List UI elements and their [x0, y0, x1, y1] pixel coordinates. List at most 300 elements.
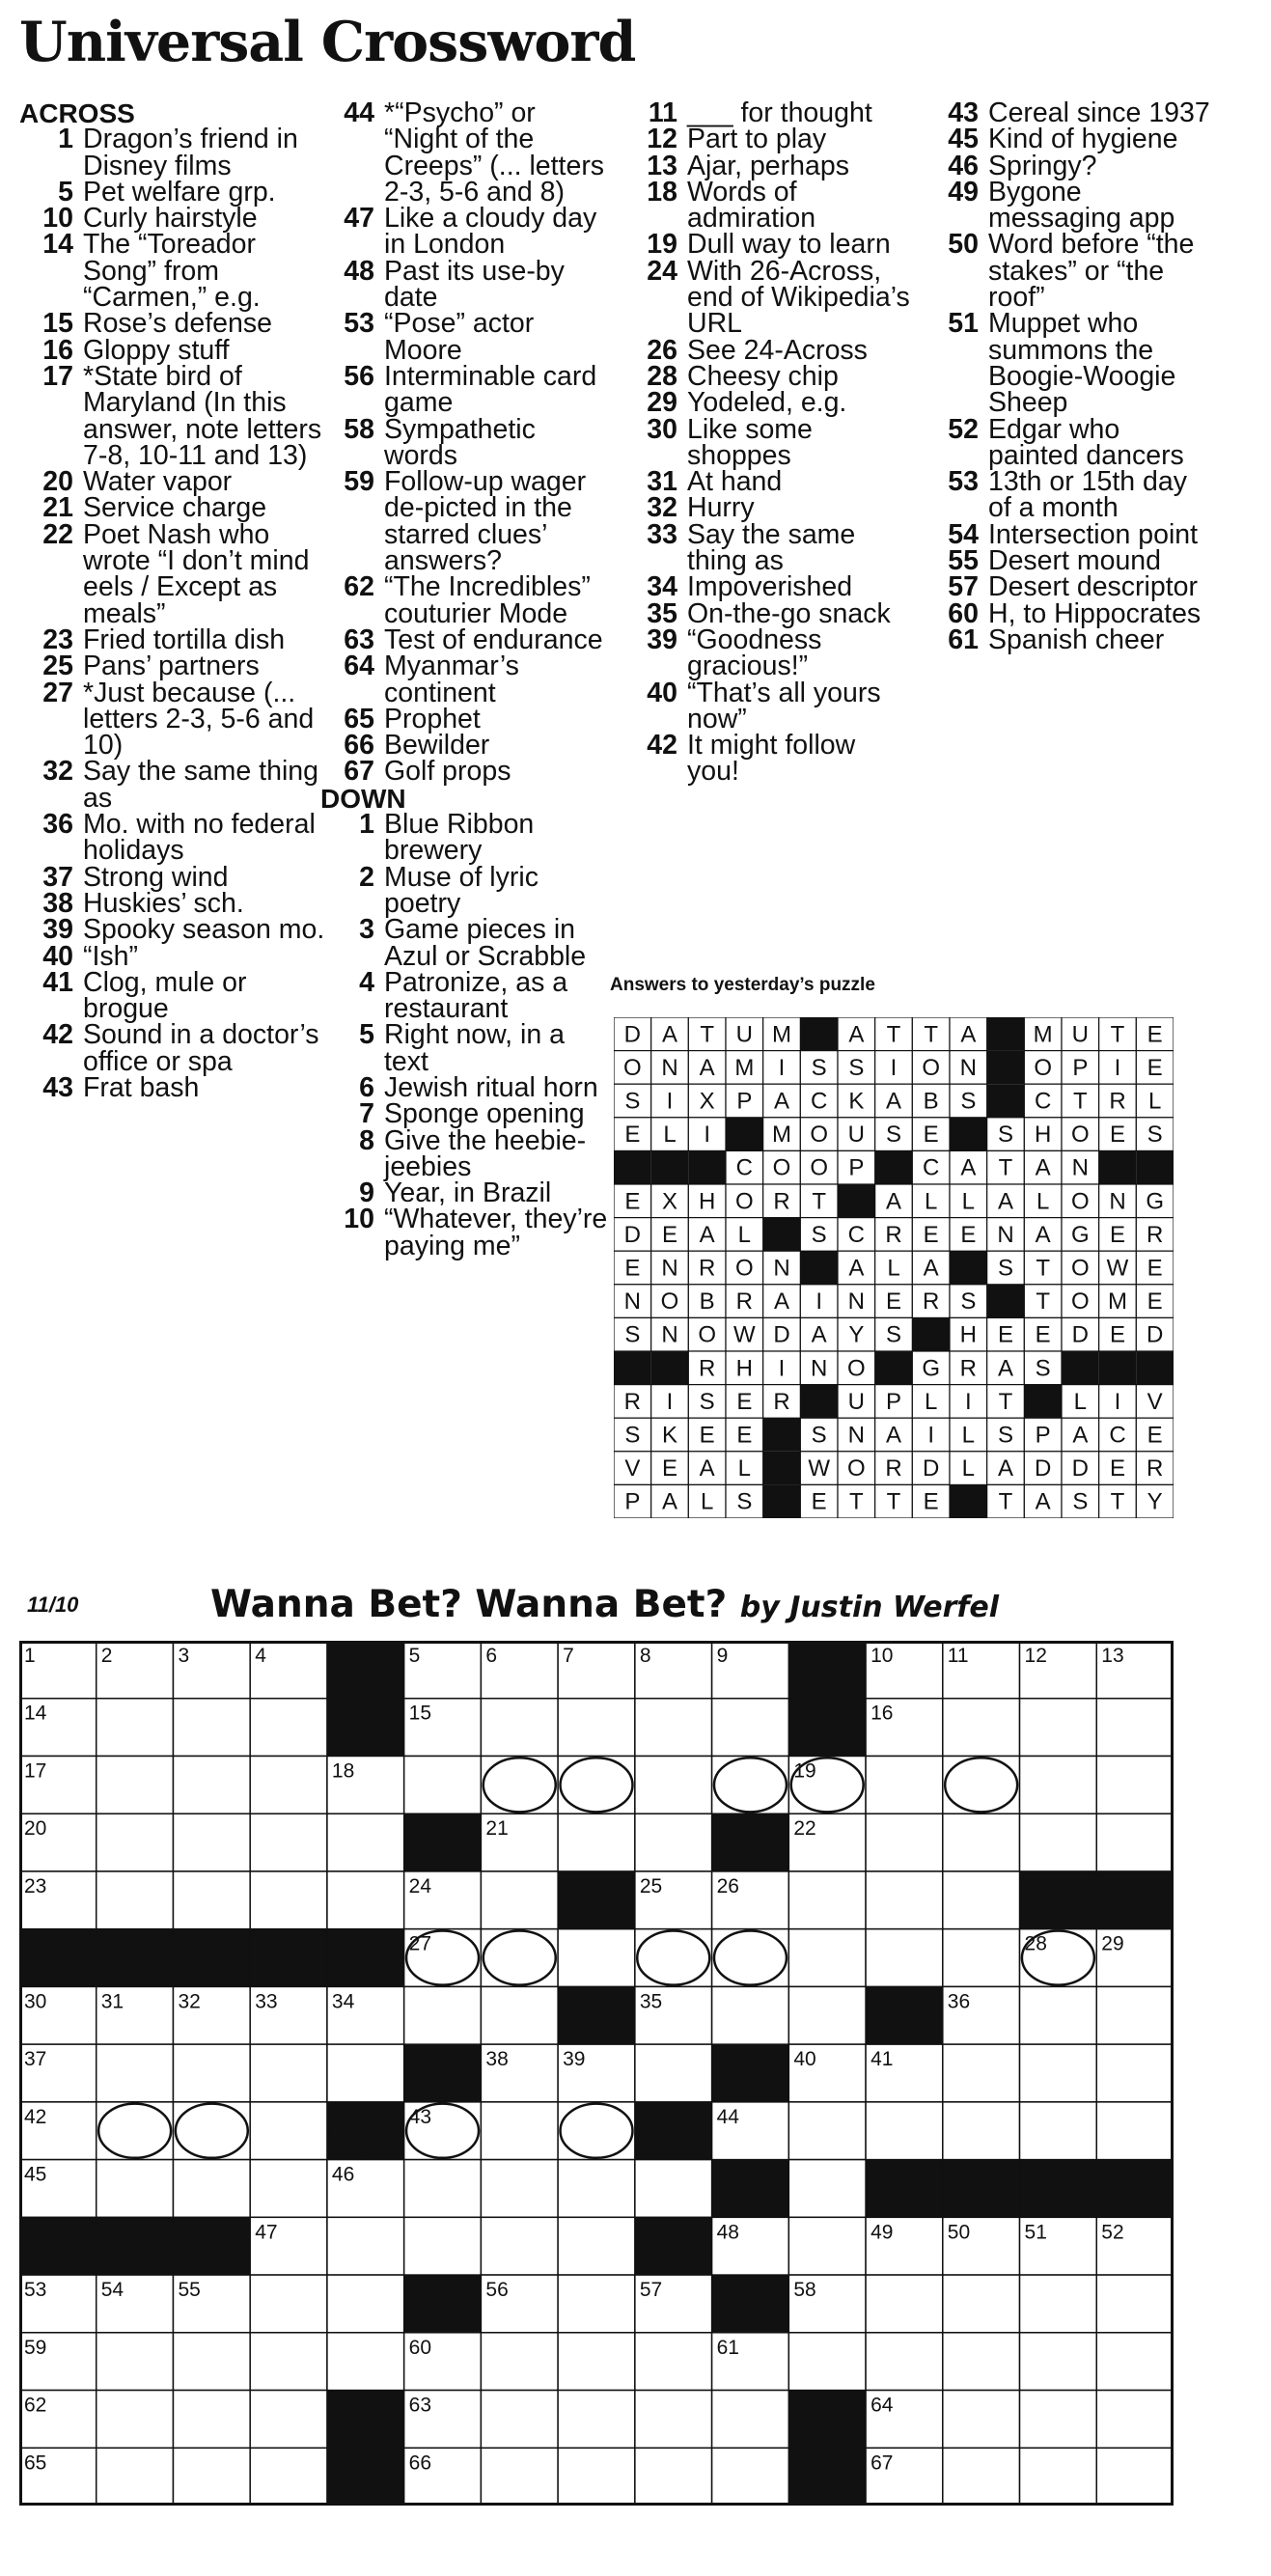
grid-cell[interactable]: [97, 1699, 174, 1757]
grid-cell[interactable]: [250, 1756, 327, 1814]
black-square: [987, 1285, 1025, 1318]
answer-letter: E: [1147, 1422, 1163, 1449]
grid-cell[interactable]: [943, 1929, 1020, 1987]
grid-cell[interactable]: [866, 1814, 943, 1871]
grid-cell[interactable]: [250, 2275, 327, 2333]
answer-letter: A: [699, 1455, 715, 1482]
cell-number: 64: [870, 2394, 894, 2417]
grid-cell[interactable]: [788, 1986, 866, 2044]
grid-cell[interactable]: [788, 1871, 866, 1929]
clue: [623, 413, 913, 471]
grid-cell[interactable]: [558, 1929, 635, 1987]
answer-letter: L: [700, 1488, 714, 1515]
page-title: Universal Crossword: [19, 10, 636, 74]
grid-cell[interactable]: [1020, 1756, 1097, 1814]
grid-cell[interactable]: [173, 2160, 250, 2218]
answer-letter: E: [1109, 1455, 1126, 1482]
cell-number: 2: [100, 1645, 113, 1667]
black-square: [950, 1118, 987, 1151]
grid-cell[interactable]: [558, 2333, 635, 2391]
grid-cell[interactable]: [404, 2217, 482, 2275]
black-square: [866, 1986, 943, 2044]
answer-letter: L: [961, 1188, 976, 1215]
grid-cell[interactable]: [173, 2448, 250, 2506]
answer-letter: A: [885, 1422, 902, 1449]
clue-number: 17: [42, 360, 73, 392]
answer-letter: S: [811, 1422, 827, 1449]
grid-cell[interactable]: [481, 1929, 558, 1987]
grid-cell[interactable]: [788, 2102, 866, 2160]
black-square: [1099, 1150, 1137, 1184]
clue: [320, 914, 610, 972]
cell-number: 59: [24, 2336, 47, 2359]
grid-cell[interactable]: [97, 1756, 174, 1814]
black-square: [800, 1385, 838, 1419]
grid-cell[interactable]: [712, 2448, 789, 2506]
cell-number: 10: [870, 1645, 894, 1667]
grid-cell[interactable]: [481, 2391, 558, 2449]
grid-cell[interactable]: [173, 1814, 250, 1871]
clue: [320, 255, 610, 314]
clue-number: 48: [344, 255, 374, 287]
clue-number: 13: [647, 150, 677, 181]
clue-text: Ajar, perhaps: [687, 150, 849, 181]
clue-text: Say the same thing as: [83, 756, 318, 814]
grid-cell[interactable]: [250, 2102, 327, 2160]
answer-letter: O: [734, 1255, 754, 1282]
cell-number: 27: [408, 1932, 432, 1955]
grid-cell[interactable]: [327, 2217, 404, 2275]
grid-cell[interactable]: [788, 1929, 866, 1987]
clue: [320, 1206, 610, 1260]
grid-cell[interactable]: [943, 2102, 1020, 2160]
answer-letter: I: [778, 1355, 786, 1382]
answer-letter: I: [1114, 1054, 1121, 1081]
answer-letter: A: [1035, 1154, 1051, 1181]
answer-letter: E: [1147, 1255, 1163, 1282]
clue: [19, 176, 328, 208]
clue-number: 4: [359, 966, 374, 998]
black-square: [763, 1484, 801, 1518]
grid-cell[interactable]: [943, 2391, 1020, 2449]
grid-cell[interactable]: [1020, 2044, 1097, 2102]
clue: [320, 756, 610, 788]
answer-letter: N: [997, 1221, 1014, 1248]
grid-cell[interactable]: [481, 2333, 558, 2391]
answer-letter: B: [923, 1088, 939, 1115]
answer-letter: P: [1072, 1054, 1089, 1081]
grid-cell[interactable]: [558, 2275, 635, 2333]
clue-column-1: [19, 100, 328, 1101]
answer-letter: S: [960, 1088, 977, 1115]
grid-cell[interactable]: [1020, 1814, 1097, 1871]
clue-number: 39: [647, 623, 677, 655]
answer-letter: T: [998, 1488, 1013, 1515]
answer-letter: S: [624, 1088, 641, 1115]
answer-letter: O: [922, 1054, 941, 1081]
cell-number: 12: [1024, 1645, 1047, 1667]
grid-cell[interactable]: [404, 1986, 482, 2044]
clue-text: Water vapor: [83, 466, 233, 498]
grid-cell[interactable]: [1096, 2448, 1174, 2506]
clue-text: Kind of hygiene: [988, 124, 1178, 155]
answer-letter: O: [1070, 1255, 1090, 1282]
grid-cell[interactable]: [1096, 2275, 1174, 2333]
cell-number: 29: [1101, 1932, 1124, 1955]
clue: [623, 518, 913, 577]
clue-number: 11: [648, 97, 677, 128]
clue: [19, 360, 328, 471]
cell-number: 16: [870, 1702, 894, 1725]
clue-number: 63: [344, 623, 374, 655]
grid-cell[interactable]: [635, 2333, 712, 2391]
grid-cell[interactable]: [1020, 2102, 1097, 2160]
puzzle-date: 11/10: [27, 1593, 79, 1617]
grid-cell[interactable]: [558, 2391, 635, 2449]
answer-letter: H: [735, 1355, 754, 1382]
answer-letter: M: [772, 1122, 791, 1149]
answer-letter: O: [1070, 1288, 1090, 1316]
clue-text: Follow-up wager de-picted in the starred clues’ answers?: [384, 466, 587, 577]
clue: [925, 413, 1214, 471]
clue: [320, 1124, 610, 1182]
answer-letter: L: [924, 1188, 938, 1215]
grid-cell[interactable]: [327, 2044, 404, 2102]
grid-cell[interactable]: [635, 1814, 712, 1871]
grid-cell[interactable]: [558, 2217, 635, 2275]
grid-cell[interactable]: [481, 1756, 558, 1814]
black-square: [327, 2391, 404, 2449]
cell-number: 23: [24, 1874, 47, 1897]
black-square: [327, 1699, 404, 1757]
black-square: [327, 2102, 404, 2160]
answer-letter: A: [699, 1221, 715, 1248]
black-square: [1136, 1150, 1174, 1184]
answer-letter: L: [663, 1122, 677, 1149]
grid-cell[interactable]: [481, 2102, 558, 2160]
answer-letter: N: [623, 1288, 642, 1316]
clue: [623, 97, 913, 128]
grid-cell[interactable]: [404, 1756, 482, 1814]
grid-cell[interactable]: [712, 2391, 789, 2449]
answer-letter: R: [1146, 1221, 1164, 1248]
grid-cell[interactable]: [943, 1871, 1020, 1929]
cell-number: 11: [947, 1645, 969, 1667]
grid-cell[interactable]: [1096, 1699, 1174, 1757]
answer-letter: S: [885, 1321, 902, 1348]
grid-cell[interactable]: [250, 1871, 327, 1929]
grid-cell[interactable]: [173, 2391, 250, 2449]
grid-cell[interactable]: [97, 2102, 174, 2160]
grid-cell[interactable]: [1096, 2102, 1174, 2160]
answer-letter: L: [737, 1221, 752, 1248]
cell-number: 31: [100, 1990, 124, 2013]
black-square: [688, 1150, 726, 1184]
clue: [320, 703, 610, 734]
answer-letter: E: [1109, 1122, 1126, 1149]
clue-text: “Whatever, they’re paying me”: [384, 1204, 608, 1261]
answer-letter: P: [885, 1388, 902, 1415]
answer-letter: W: [808, 1455, 830, 1482]
answer-letter: C: [1109, 1422, 1126, 1449]
grid-cell[interactable]: [558, 2160, 635, 2218]
black-square: [763, 1452, 801, 1485]
grid-cell[interactable]: [635, 2391, 712, 2449]
black-square: [875, 1150, 913, 1184]
clue-text: Clog, mule or brogue: [83, 966, 247, 1025]
answer-letter: I: [927, 1422, 935, 1449]
grid-cell[interactable]: [635, 1929, 712, 1987]
clue-text: ___ for thought: [687, 97, 872, 128]
black-square: [250, 1929, 327, 1987]
clue-text: Blue Ribbon brewery: [384, 809, 535, 867]
grid-cell[interactable]: [250, 2044, 327, 2102]
answer-letter: X: [661, 1188, 678, 1215]
black-square: [635, 2217, 712, 2275]
grid-cell[interactable]: [250, 1814, 327, 1871]
grid-cell[interactable]: [481, 1986, 558, 2044]
grid-cell[interactable]: [1096, 1756, 1174, 1814]
black-square: [404, 1814, 482, 1871]
grid-cell[interactable]: [97, 2044, 174, 2102]
grid-cell[interactable]: [943, 1756, 1020, 1814]
grid-cell[interactable]: [97, 1814, 174, 1871]
clue-number: 24: [647, 255, 677, 287]
answer-letter: X: [699, 1088, 715, 1115]
grid-cell[interactable]: [1020, 2333, 1097, 2391]
clue: [19, 334, 328, 366]
answer-letter: B: [699, 1288, 715, 1316]
grid-cell[interactable]: [712, 1929, 789, 1987]
grid-cell[interactable]: [788, 2333, 866, 2391]
grid-cell[interactable]: [943, 2275, 1020, 2333]
cell-number: 52: [1101, 2221, 1124, 2244]
clue: [320, 203, 610, 261]
clue: [623, 255, 913, 340]
clue-text: Impoverished: [687, 571, 853, 603]
answer-letter: N: [810, 1355, 828, 1382]
grid-cell[interactable]: [173, 1756, 250, 1814]
clue-number: 15: [42, 308, 73, 340]
clue-number: 7: [359, 1098, 374, 1130]
grid-cell[interactable]: [635, 2160, 712, 2218]
grid-cell[interactable]: [866, 2275, 943, 2333]
grid-cell[interactable]: [635, 1756, 712, 1814]
answer-letter: S: [624, 1422, 641, 1449]
grid-cell[interactable]: [788, 2217, 866, 2275]
grid-cell[interactable]: [558, 2102, 635, 2160]
grid-cell[interactable]: [1020, 2275, 1097, 2333]
answer-letter: H: [698, 1188, 716, 1215]
grid-cell[interactable]: [943, 1814, 1020, 1871]
cell-number: 6: [485, 1645, 498, 1667]
grid-cell[interactable]: [250, 2333, 327, 2391]
grid-cell[interactable]: [943, 2044, 1020, 2102]
yesterday-answer-grid: [614, 1017, 1174, 1518]
answer-letter: A: [997, 1455, 1014, 1482]
grid-cell[interactable]: [327, 2275, 404, 2333]
grid-cell[interactable]: [173, 2102, 250, 2160]
cell-number: 7: [563, 1645, 574, 1667]
clue-number: 27: [42, 677, 73, 708]
clue-number: 47: [344, 203, 374, 235]
grid-cell[interactable]: [635, 2044, 712, 2102]
clue: [320, 413, 610, 471]
grid-cell[interactable]: [558, 2448, 635, 2506]
clue-number: 10: [344, 1204, 374, 1235]
clue-text: Word before “the stakes” or “the roof”: [988, 229, 1195, 314]
answer-letter: M: [1033, 1021, 1053, 1048]
clue-text: Curly hairstyle: [83, 203, 258, 235]
answer-letter: A: [661, 1021, 678, 1048]
clue-text: Huskies’ sch.: [83, 887, 244, 919]
answer-letter: D: [773, 1321, 790, 1348]
clue-number: 61: [948, 623, 979, 655]
grid-cell[interactable]: [1096, 2044, 1174, 2102]
grid-cell[interactable]: [866, 2333, 943, 2391]
answer-letter: S: [885, 1122, 902, 1149]
answer-letter: N: [847, 1422, 866, 1449]
clue-text: The “Toreador Song” from “Carmen,” e.g.: [83, 229, 261, 314]
grid-cell[interactable]: [943, 2333, 1020, 2391]
grid-cell[interactable]: [788, 2160, 866, 2218]
answer-letter: L: [924, 1388, 938, 1415]
clue: [19, 966, 328, 1025]
grid-cell[interactable]: [404, 2160, 482, 2218]
answer-letter: A: [960, 1021, 977, 1048]
grid-cell[interactable]: [250, 2391, 327, 2449]
clue-column-4: [925, 97, 1214, 655]
answer-letter: O: [772, 1154, 791, 1181]
grid-cell[interactable]: [97, 2333, 174, 2391]
grid-cell[interactable]: [635, 1699, 712, 1757]
grid-cell[interactable]: [173, 1699, 250, 1757]
grid-cell[interactable]: [250, 2160, 327, 2218]
clue-text: With 26-Across, end of Wikipedia’s URL: [687, 255, 910, 340]
answer-letter: S: [1072, 1488, 1089, 1515]
answer-letter: E: [923, 1221, 939, 1248]
grid-cell[interactable]: [1096, 1986, 1174, 2044]
clue: [623, 677, 913, 734]
black-square: [788, 1641, 866, 1699]
answer-letter: D: [1146, 1321, 1164, 1348]
grid-cell[interactable]: [866, 1929, 943, 1987]
answer-letter: E: [1035, 1321, 1051, 1348]
cell-number: 60: [408, 2336, 432, 2359]
answer-letter: A: [1072, 1422, 1089, 1449]
grid-cell[interactable]: [866, 1756, 943, 1814]
cell-number: 40: [793, 2048, 816, 2071]
black-square: [19, 2217, 97, 2275]
crossword-grid[interactable]: [19, 1641, 1174, 2506]
clue: [925, 466, 1214, 524]
clue-number: 26: [647, 334, 677, 366]
grid-cell[interactable]: [1020, 2448, 1097, 2506]
grid-cell[interactable]: [481, 2448, 558, 2506]
clue: [623, 360, 913, 392]
cell-number: 26: [716, 1874, 739, 1897]
answer-letter: T: [1036, 1288, 1051, 1316]
clue-section-heading: DOWN: [320, 783, 406, 814]
grid-cell[interactable]: [173, 2044, 250, 2102]
grid-cell[interactable]: [558, 1756, 635, 1814]
grid-cell[interactable]: [481, 1871, 558, 1929]
clue: [19, 1071, 328, 1103]
grid-cell[interactable]: [327, 1871, 404, 1929]
clue: [19, 126, 328, 180]
grid-cell[interactable]: [481, 2160, 558, 2218]
black-square: [800, 1017, 838, 1051]
answer-letter: P: [736, 1088, 753, 1115]
answer-letter: N: [661, 1054, 678, 1081]
grid-cell[interactable]: [173, 2333, 250, 2391]
grid-cell[interactable]: [712, 1756, 789, 1814]
clue-text: Patronize, as a restaurant: [384, 966, 568, 1025]
grid-cell[interactable]: [1096, 2391, 1174, 2449]
grid-cell[interactable]: [1096, 2333, 1174, 2391]
clue: [320, 466, 610, 577]
grid-cell[interactable]: [327, 2333, 404, 2391]
clue: [320, 571, 610, 629]
grid-cell[interactable]: [173, 1871, 250, 1929]
grid-cell[interactable]: [97, 1871, 174, 1929]
clue: [925, 150, 1214, 181]
grid-cell[interactable]: [250, 1699, 327, 1757]
grid-cell[interactable]: [712, 1699, 789, 1757]
answer-letter: A: [1035, 1488, 1051, 1515]
clue-number: 5: [58, 176, 73, 208]
grid-cell[interactable]: [97, 2391, 174, 2449]
grid-cell[interactable]: [866, 2102, 943, 2160]
clue-number: 67: [344, 756, 374, 788]
grid-cell[interactable]: [558, 1699, 635, 1757]
black-square: [327, 1641, 404, 1699]
answer-letter: G: [1146, 1188, 1165, 1215]
clue: [320, 966, 610, 1025]
cell-number: 36: [947, 1990, 971, 2013]
grid-cell[interactable]: [1020, 1699, 1097, 1757]
clue-text: Intersection point: [988, 518, 1199, 550]
answer-letter: A: [661, 1488, 678, 1515]
clue-number: 9: [359, 1177, 374, 1209]
black-square: [712, 2160, 789, 2218]
grid-cell[interactable]: [327, 1814, 404, 1871]
grid-cell[interactable]: [1096, 1814, 1174, 1871]
answer-letter: O: [810, 1122, 829, 1149]
grid-cell[interactable]: [712, 1986, 789, 2044]
answer-letter: E: [923, 1122, 939, 1149]
answer-letter: E: [1109, 1221, 1126, 1248]
grid-cell[interactable]: [558, 1814, 635, 1871]
grid-cell[interactable]: [97, 2448, 174, 2506]
grid-cell[interactable]: [635, 2448, 712, 2506]
grid-cell[interactable]: [1020, 2391, 1097, 2449]
clue: [320, 809, 610, 867]
grid-cell[interactable]: [866, 1871, 943, 1929]
grid-cell[interactable]: [97, 2160, 174, 2218]
grid-cell[interactable]: [481, 1699, 558, 1757]
grid-cell[interactable]: [481, 2217, 558, 2275]
grid-cell[interactable]: [943, 1699, 1020, 1757]
yesterday-caption: Answers to yesterday’s puzzle: [610, 975, 875, 995]
grid-cell[interactable]: [1020, 1986, 1097, 2044]
grid-cell[interactable]: [250, 2448, 327, 2506]
grid-cell[interactable]: [943, 2448, 1020, 2506]
clue-number: 6: [359, 1071, 374, 1103]
answer-letter: I: [890, 1054, 898, 1081]
black-square: [327, 2448, 404, 2506]
clue-text: “Ish”: [83, 940, 138, 972]
